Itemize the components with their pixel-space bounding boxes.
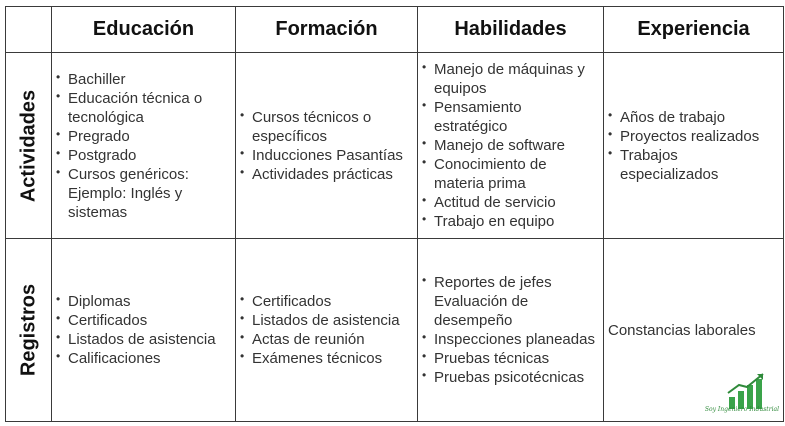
cell-actividades-experiencia: [604, 53, 784, 239]
cell-registros-experiencia: [604, 239, 784, 422]
list-item: • Pruebas técnicas: [434, 349, 599, 368]
list-item: • Manejo de software: [434, 136, 599, 155]
cell-registros-formacion: [236, 239, 418, 422]
list-item: • Trabajos especializados: [620, 146, 779, 184]
list-item: • Proyectos realizados: [620, 127, 779, 146]
header-row: [6, 7, 784, 53]
list-item: • Actitud de servicio: [434, 193, 599, 212]
row-header-actividades: [6, 53, 52, 239]
logo-text: Soy Ingeniero Industrial: [704, 406, 779, 413]
column-header-educacion: Educación: [52, 7, 236, 53]
row-actividades: [6, 53, 784, 239]
list-item: • Inspecciones planeadas: [434, 330, 599, 349]
row-header-label: Actividades: [17, 89, 39, 202]
row-registros: [6, 239, 784, 422]
cell-actividades-formacion: [236, 53, 418, 239]
cell-registros-habilidades: [418, 239, 604, 422]
list-item: • Inducciones Pasantías: [252, 146, 413, 165]
list-item: • Cursos genéricos: Ejemplo: Inglés y sistemas: [68, 165, 231, 222]
list-item: • Calificaciones: [68, 349, 231, 368]
list-item: • Actividades prácticas: [252, 165, 413, 184]
list-item: • Actas de reunión: [252, 330, 413, 349]
list-item: • Pensamiento estratégico: [434, 98, 599, 136]
list-item: • Exámenes técnicos: [252, 349, 413, 368]
list-item: • Años de trabajo: [620, 108, 779, 127]
competencies-table: [5, 6, 784, 422]
list-item: • Trabajo en equipo: [434, 212, 599, 231]
column-header-experiencia: Experiencia: [604, 7, 784, 53]
list-item: Constancias laborales: [608, 321, 756, 339]
list-item: • Listados de asistencia: [68, 330, 231, 349]
cell-actividades-habilidades: [418, 53, 604, 239]
cell-registros-educacion: [52, 239, 236, 422]
list-item: • Diplomas: [68, 292, 231, 311]
list-item: • Reportes de jefes Evaluación de desempeño: [434, 273, 599, 330]
corner-cell: [6, 7, 52, 53]
list-item: • Bachiller: [68, 70, 231, 89]
list-item: • Certificados: [252, 292, 413, 311]
column-header-formacion: Formación: [236, 7, 418, 53]
column-header-habilidades: Habilidades: [418, 7, 604, 53]
cell-actividades-educacion: [52, 53, 236, 239]
list-item: • Postgrado: [68, 146, 231, 165]
list-item: • Certificados: [68, 311, 231, 330]
list-item: • Pruebas psicotécnicas: [434, 368, 599, 387]
row-header-label: Registros: [17, 283, 39, 377]
list-item: • Pregrado: [68, 127, 231, 146]
list-item: • Conocimiento de materia prima: [434, 155, 599, 193]
row-header-registros: [6, 239, 52, 422]
list-item: • Cursos técnicos o específicos: [252, 108, 413, 146]
list-item: • Listados de asistencia: [252, 311, 413, 330]
list-item: • Manejo de máquinas y equipos: [434, 60, 599, 98]
list-item: • Educación técnica o tecnológica: [68, 89, 231, 127]
